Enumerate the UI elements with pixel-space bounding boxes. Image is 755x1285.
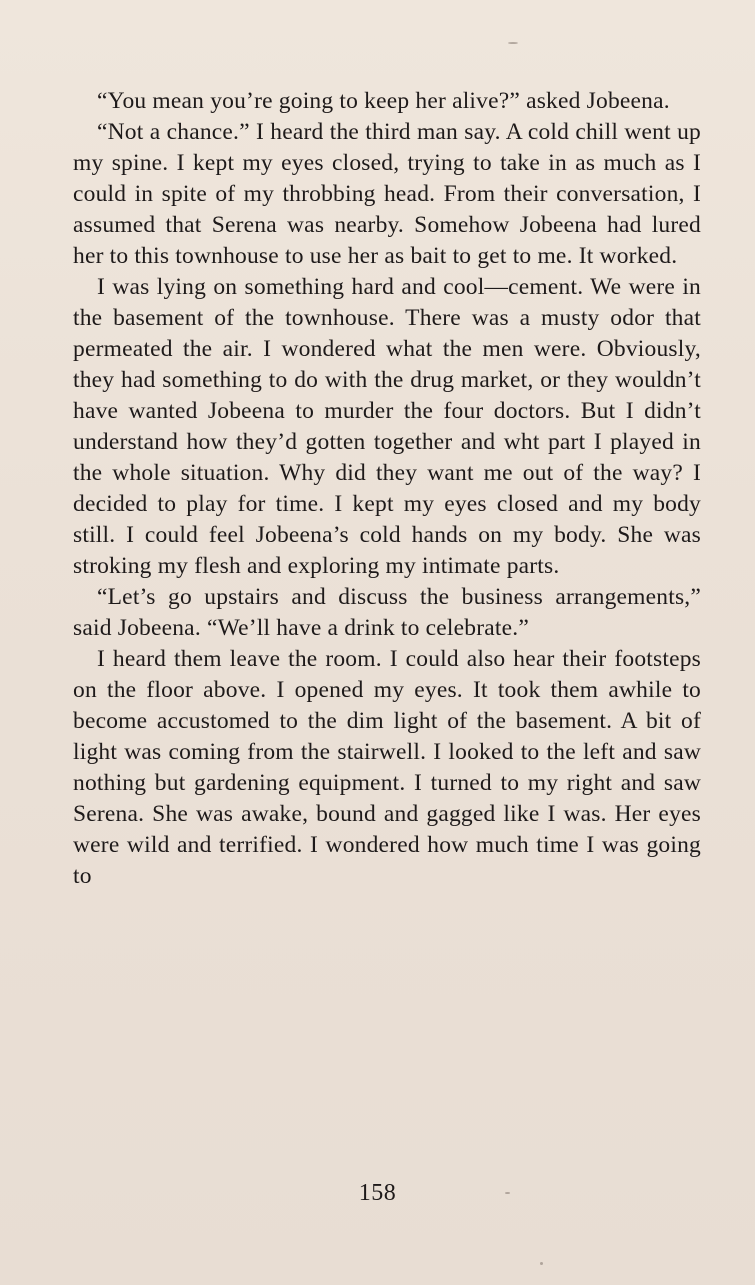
paper-speck [540,1262,543,1265]
paragraph: “Not a chance.” I heard the third man say. A cold chill went up my spine. I kept my eyes closed, trying to take in as much as I could in spite of my throbbing head. From their conversation, I assumed that Serena was nearby. Somehow Jobeena had lured her to this townhouse to use her as bait to get to me. It worked. [73,119,701,269]
paragraph: I was lying on something hard and cool—cement. We were in the basement of the townhouse. There was a musty odor that permeated the air. I wondered what the men were. Obviously, they had something to do with the drug market, or they wouldn’t have wanted Jobeena to murder the four doctors. But I didn’t understand how they’d gotten together and wht part I played in the whole situation. Why did they want me out of the way? I decided to play for time. I kept my eyes closed and my body still. I could feel Jobeena’s cold hands on my body. She was stroking my flesh and exploring my intimate parts. [73,274,701,579]
paragraph: “Let’s go upstairs and discuss the business arrangements,” said Jobeena. “We’ll have a drink to celebrate.” [73,584,701,641]
page-number: 158 [358,1180,397,1206]
paper-speck [508,42,518,44]
paragraph: “You mean you’re going to keep her alive?” asked Jobeena. [97,88,670,114]
paragraph: I heard them leave the room. I could also hear their footsteps on the floor above. I opened my eyes. It took them awhile to become accustomed to the dim light of the basement. A bit of light was coming from the stairwell. I looked to the left and saw nothing but gardening equipment. I turned to my right and saw Serena. She was awake, bound and gagged like I was. Her eyes were wild and terrified. I wondered how much time I was going to [73,646,701,889]
body-text [73,86,701,892]
